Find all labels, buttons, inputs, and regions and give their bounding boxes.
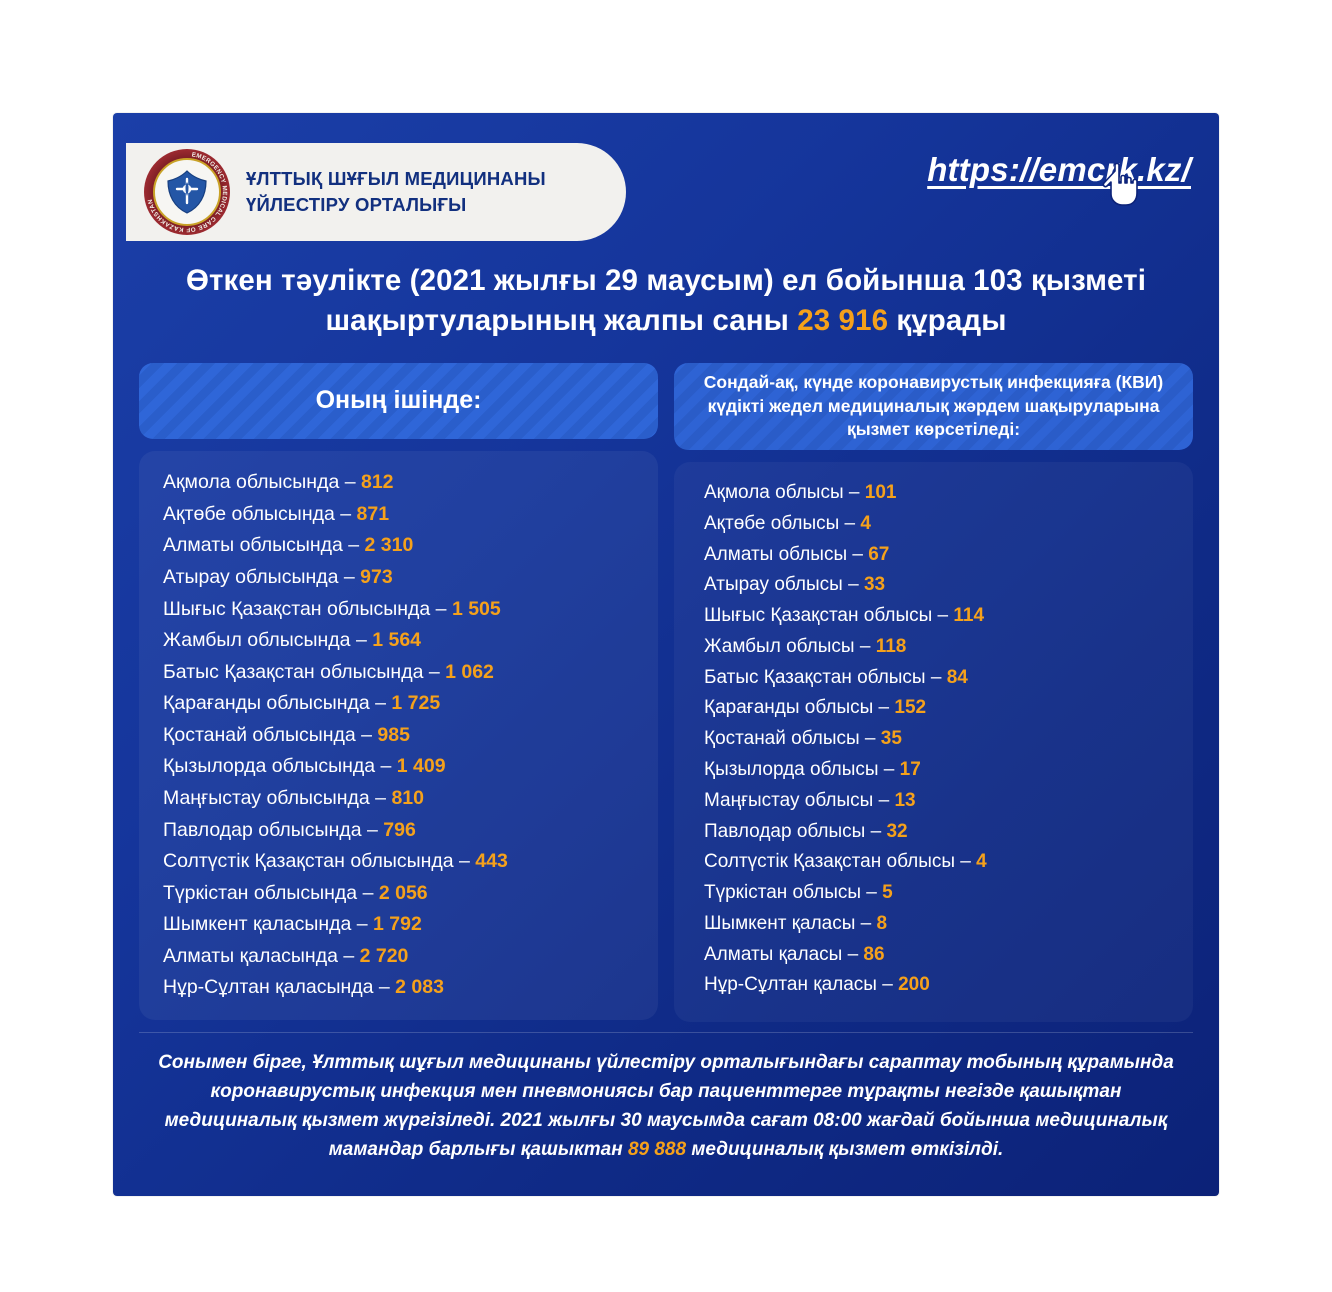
- region-label: Ақтөбе облысында –: [163, 502, 357, 525]
- region-label: Атырау облысында –: [163, 565, 361, 588]
- list-item: [163, 625, 648, 657]
- left-column-header: [139, 363, 658, 439]
- region-label: Батыс Қазақстан облысы –: [704, 666, 947, 688]
- region-value: 32: [886, 820, 908, 842]
- region-value: 84: [946, 666, 968, 688]
- title-total-calls: 23 916: [797, 304, 889, 338]
- list-item: [163, 499, 648, 531]
- region-label: Қостанай облысында –: [163, 723, 378, 746]
- footer-divider: [139, 1032, 1193, 1033]
- region-label: Солтүстік Қазақстан облысында –: [163, 850, 476, 873]
- footer-part-2: медициналық қызмет өткізілді.: [686, 1138, 1004, 1160]
- logo-ring-text: [144, 149, 230, 235]
- list-item: [704, 509, 1183, 540]
- column-total-calls: [139, 363, 658, 1022]
- region-label: Шығыс Қазақстан облысы –: [704, 605, 954, 627]
- region-value: 1 505: [451, 597, 501, 620]
- poster-title: [143, 261, 1189, 341]
- region-value: 973: [360, 565, 393, 588]
- list-item: [704, 786, 1183, 817]
- region-value: 118: [875, 635, 907, 657]
- region-label: Түркістан облысы –: [704, 882, 883, 904]
- region-value: 1 792: [373, 913, 422, 936]
- logo-ring-label: EMERGENCY MEDICAL CARE OF KAZAKHSTAN: [146, 151, 229, 234]
- region-value: 443: [475, 850, 508, 873]
- list-item: [163, 594, 648, 626]
- region-label: Қарағанды облысында –: [163, 692, 392, 715]
- region-label: Шымкент қаласында –: [163, 913, 374, 936]
- region-label: Маңғыстау облысында –: [163, 787, 392, 809]
- region-value: 86: [863, 943, 885, 965]
- footer-part-1: Сонымен бірге, Ұлттық шұғыл медицинаны үйлестіру орталығындағы сараптау тобының құрамында коронавирустық инфекция мен пневмониясы бар пациенттерге тұрақты негізде қашықтан медициналық қызмет жүргізіледі. 2021 жылғы 30 маусымда сағат 08:00 жағдай бойынша медициналық мамандар барлығы қашыктан: [158, 1052, 1174, 1160]
- list-item: [704, 847, 1183, 878]
- emcrk-logo-icon: [144, 149, 230, 235]
- list-item: [163, 751, 648, 783]
- website-link-container[interactable]: [927, 151, 1191, 189]
- region-label: Түркістан облысында –: [163, 881, 379, 904]
- region-value: 5: [882, 882, 893, 904]
- poster-header: [113, 113, 1219, 255]
- list-item: [163, 878, 648, 910]
- region-label: Атырау облысы –: [704, 574, 864, 596]
- list-item: [704, 478, 1183, 509]
- region-value: 200: [898, 974, 930, 996]
- region-value: 114: [953, 605, 985, 627]
- statistics-columns: [139, 363, 1193, 1022]
- region-value: 4: [860, 512, 871, 534]
- region-value: 812: [360, 471, 394, 494]
- list-item: [163, 530, 648, 562]
- region-value: 2 056: [378, 881, 428, 904]
- title-part-1: Өткен тәулікте (2021 жылғы 29 маусым) ел бойынша 103 қызметі шақыртуларының жалпы саны: [185, 264, 1147, 338]
- list-item: [704, 540, 1183, 571]
- list-item: [704, 755, 1183, 786]
- region-value: 101: [864, 482, 897, 504]
- region-label: Нұр-Сұлтан қаласында –: [163, 976, 396, 999]
- region-label: Алматы облысында –: [163, 534, 365, 557]
- footer-note: [143, 1049, 1189, 1165]
- list-item: [704, 817, 1183, 848]
- list-item: [704, 601, 1183, 632]
- list-item: [163, 783, 648, 815]
- list-item: [163, 562, 648, 594]
- region-value: 871: [356, 502, 390, 525]
- list-item: [704, 970, 1183, 1001]
- list-item: [704, 663, 1183, 694]
- region-value: 33: [863, 574, 886, 596]
- list-item: [704, 940, 1183, 971]
- organization-name-line1: ҰЛТТЫҚ ШҰҒЫЛ МЕДИЦИНАНЫ: [246, 167, 546, 189]
- column-covid-calls: [674, 363, 1193, 1022]
- list-item: [163, 815, 648, 847]
- right-column-heading: Сондай-ақ, күнде коронавирустық инфекцияға (КВИ) күдікті жедел медициналық жәрдем шақыруларына қызмет көрсетіледі:: [703, 372, 1164, 440]
- region-value: 1 062: [445, 660, 494, 683]
- region-label: Жамбыл облысында –: [163, 629, 373, 652]
- region-value: 1 725: [391, 692, 441, 715]
- region-label: Батыс Қазақстан облысында –: [163, 660, 446, 683]
- region-value: 8: [876, 912, 888, 934]
- left-column-heading: Оның ішінде:: [315, 386, 482, 415]
- infographic-poster: [113, 113, 1219, 1196]
- region-label: Қызылорда облысында –: [163, 755, 397, 778]
- list-item: [163, 909, 648, 941]
- list-item: [163, 846, 648, 878]
- region-label: Алматы қаласы –: [704, 943, 864, 965]
- region-value: 67: [868, 543, 890, 565]
- region-label: Нұр-Сұлтан қаласы –: [704, 974, 899, 996]
- region-label: Ақмола облысы –: [704, 482, 865, 504]
- list-item: [163, 657, 648, 689]
- organization-badge: [126, 143, 626, 241]
- region-value: 2 083: [395, 976, 444, 999]
- organization-name-line2: ҮЙЛЕСТІРУ ОРТАЛЫҒЫ: [246, 194, 467, 215]
- title-part-2: құрады: [888, 304, 1007, 338]
- region-value: 2 310: [364, 534, 414, 557]
- region-value: 796: [383, 818, 416, 841]
- region-label: Маңғыстау облысы –: [704, 789, 895, 811]
- list-item: [163, 720, 648, 752]
- region-label: Жамбыл облысы –: [704, 635, 876, 657]
- region-label: Ақмола облысында –: [163, 471, 361, 494]
- organization-name: [246, 166, 546, 219]
- list-item: [163, 941, 648, 973]
- region-value: 810: [391, 787, 424, 809]
- region-value: 985: [377, 723, 410, 746]
- region-label: Қызылорда облысы –: [704, 758, 900, 780]
- region-label: Қостанай облысы –: [704, 728, 881, 750]
- region-value: 4: [976, 851, 987, 873]
- list-item: [704, 909, 1183, 940]
- footer-remote-services-count: 89 888: [627, 1138, 687, 1160]
- region-label: Алматы қаласында –: [163, 944, 360, 967]
- region-label: Шығыс Қазақстан облысында –: [163, 597, 452, 620]
- list-item: [163, 688, 648, 720]
- list-item: [704, 632, 1183, 663]
- region-value: 17: [899, 758, 921, 780]
- region-label: Шымкент қаласы –: [704, 912, 877, 934]
- list-item: [704, 693, 1183, 724]
- list-item: [704, 878, 1183, 909]
- region-label: Алматы облысы –: [704, 543, 869, 565]
- list-item: [704, 570, 1183, 601]
- list-item: [163, 467, 648, 499]
- left-column-list: [139, 451, 658, 1020]
- right-column-header: [674, 363, 1193, 450]
- region-label: Ақтөбе облысы –: [704, 512, 861, 534]
- region-label: Солтүстік Қазақстан облысы –: [704, 851, 977, 873]
- region-value: 1 409: [396, 755, 446, 778]
- svg-text:EMERGENCY MEDICAL CARE OF KAZA: [147, 151, 228, 233]
- region-value: 1 564: [372, 629, 422, 652]
- region-value: 13: [894, 789, 916, 811]
- region-label: Қарағанды облысы –: [704, 697, 895, 719]
- list-item: [704, 724, 1183, 755]
- right-column-list: [674, 462, 1193, 1022]
- region-label: Павлодар облысында –: [163, 818, 384, 841]
- website-link[interactable]: https://emcrk.kz/: [927, 151, 1191, 188]
- region-value: 152: [894, 697, 927, 719]
- hand-pointer-icon: [1101, 161, 1141, 207]
- region-label: Павлодар облысы –: [704, 820, 887, 842]
- region-value: 35: [880, 728, 902, 750]
- region-value: 2 720: [359, 944, 409, 967]
- list-item: [163, 972, 648, 1004]
